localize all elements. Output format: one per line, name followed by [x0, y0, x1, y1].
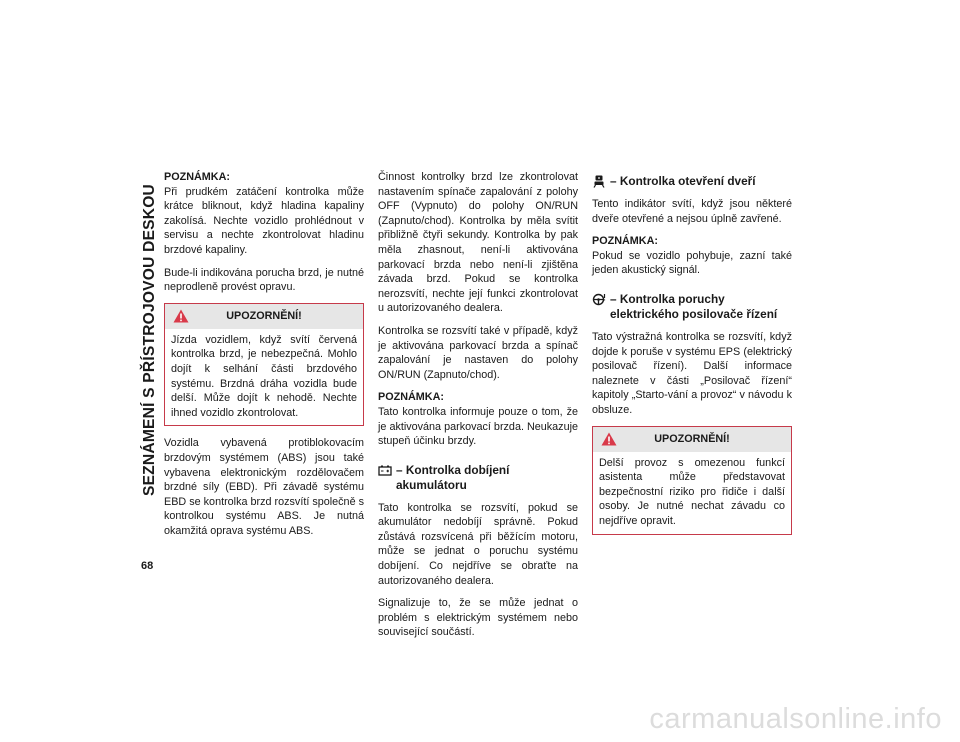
heading-text: – Kontrolka dobíjení akumulátoru	[396, 462, 510, 492]
note-1	[164, 170, 364, 258]
note-text: Tato kontrolka informuje pouze o tom, že je aktivována parkovací brzda. Neukazuje stupeň účinku brzdy.	[378, 405, 578, 448]
paragraph: Tato kontrolka se rozsvítí, pokud se akumulátor nedobíjí správně. Pokud zůstává rozsvícená při běžícím motoru, může se jednat o poruchu systému dobíjení. Co nejdříve se obraťte na autorizovaného dealera.	[378, 501, 578, 587]
warning-box	[164, 303, 364, 427]
page-number: 68	[141, 560, 154, 572]
paragraph: Tento indikátor svítí, když jsou některé dveře otevřené a nejsou úplně zavřené.	[592, 198, 792, 225]
warning-header	[165, 304, 363, 329]
warning-triangle-icon	[601, 432, 617, 446]
note-2	[378, 390, 578, 448]
warning-title: UPOZORNĚNÍ!	[654, 432, 730, 445]
column-2	[378, 170, 578, 648]
paragraph: Signalizuje to, že se může jednat o problém s elektrickým systémem nebo související součástí.	[378, 597, 578, 639]
steering-wheel-icon	[592, 293, 606, 306]
warning-triangle-icon	[173, 309, 189, 323]
heading-text: – Kontrolka poruchy elektrického posilovače řízení	[610, 291, 778, 321]
chapter-side-title	[137, 160, 163, 520]
paragraph: Kontrolka se rozsvítí také v případě, když je aktivována parkovací brzda a spínač zapalování je nastaven do polohy ON/RUN (Zapnuto/chod).	[378, 324, 578, 381]
section-heading-eps	[592, 292, 792, 322]
note-label: POZNÁMKA:	[378, 391, 444, 404]
section-heading-battery	[378, 463, 578, 493]
battery-icon	[378, 464, 392, 477]
warning-box	[592, 426, 792, 535]
warning-text: Delší provoz s omezenou funkcí asistenta může představovat bezpečnostní riziko pro řidiče i další osoby. Je nutné nechat závadu co nejdříve opravit.	[599, 456, 785, 527]
paragraph: Tato výstražná kontrolka se rozsvítí, když dojde k poruše v systému EPS (elektrický posilovač řízení). Další informace naleznete v části „Posilovač řízení“ kapitoly „Starto-vání a provoz“ v návodu k obsluze.	[592, 330, 792, 416]
note-text: Pokud se vozidlo pohybuje, zazní také jeden akustický signál.	[592, 249, 792, 277]
paragraph: Činnost kontrolky brzd lze zkontrolovat nastavením spínače zapalování z polohy OFF (Vypnuto) do polohy ON/RUN (Zapnuto/chod). Kontrolka by měla svítit přibližně čtyři sekundy. Kontrolka by pak měla zhasnout, není-li aktivována parkovací brzda nebo není-li zjištěna závada brzd. Pokud se kontrolka nerozsvítí, nechte její funkci zkontrolovat u autorizovaného dealera.	[378, 171, 578, 315]
chapter-title-text: SEZNÁMENÍ S PŘÍSTROJOVOU DESKOU	[141, 183, 158, 497]
note-text: Při prudkém zatáčení kontrolka může krátce bliknout, když hladina kapaliny zakolísá. Nechte vozidlo prohlédnout v servisu a nechte zkontrolovat hladinu brzdové kapaliny.	[164, 185, 364, 256]
column-1	[164, 170, 364, 546]
column-3	[592, 170, 792, 545]
note-label: POZNÁMKA:	[164, 171, 230, 183]
warning-text: Jízda vozidlem, když svítí červená kontrolka brzd, je nebezpečná. Mohlo dojít k selhání části brzdového systému. Brzdná dráha vozidla bude delší. Může dojít k nehodě. Nechte ihned vozidlo zkontrolovat.	[171, 333, 357, 419]
warning-title: UPOZORNĚNÍ!	[226, 309, 302, 322]
note-3	[592, 234, 792, 278]
paragraph: Vozidla vybavená protiblokovacím brzdovým systémem (ABS) jsou také vybavena elektronickým rozdělovačem brzdné síly (EBD). Při závadě systému EBD se kontrolka brzd rozsvítí společně s kontrolkou systému ABS. Je nutná okamžitá oprava systému ABS.	[164, 437, 364, 537]
watermark: carmanualsonline.info	[649, 703, 942, 735]
warning-header	[593, 427, 791, 452]
paragraph: Bude-li indikována porucha brzd, je nutné neprodleně provést opravu.	[164, 266, 364, 294]
heading-text: – Kontrolka otevření dveří	[610, 174, 756, 188]
note-label: POZNÁMKA:	[592, 235, 658, 248]
door-open-icon	[592, 175, 606, 188]
section-heading-door	[592, 174, 792, 189]
